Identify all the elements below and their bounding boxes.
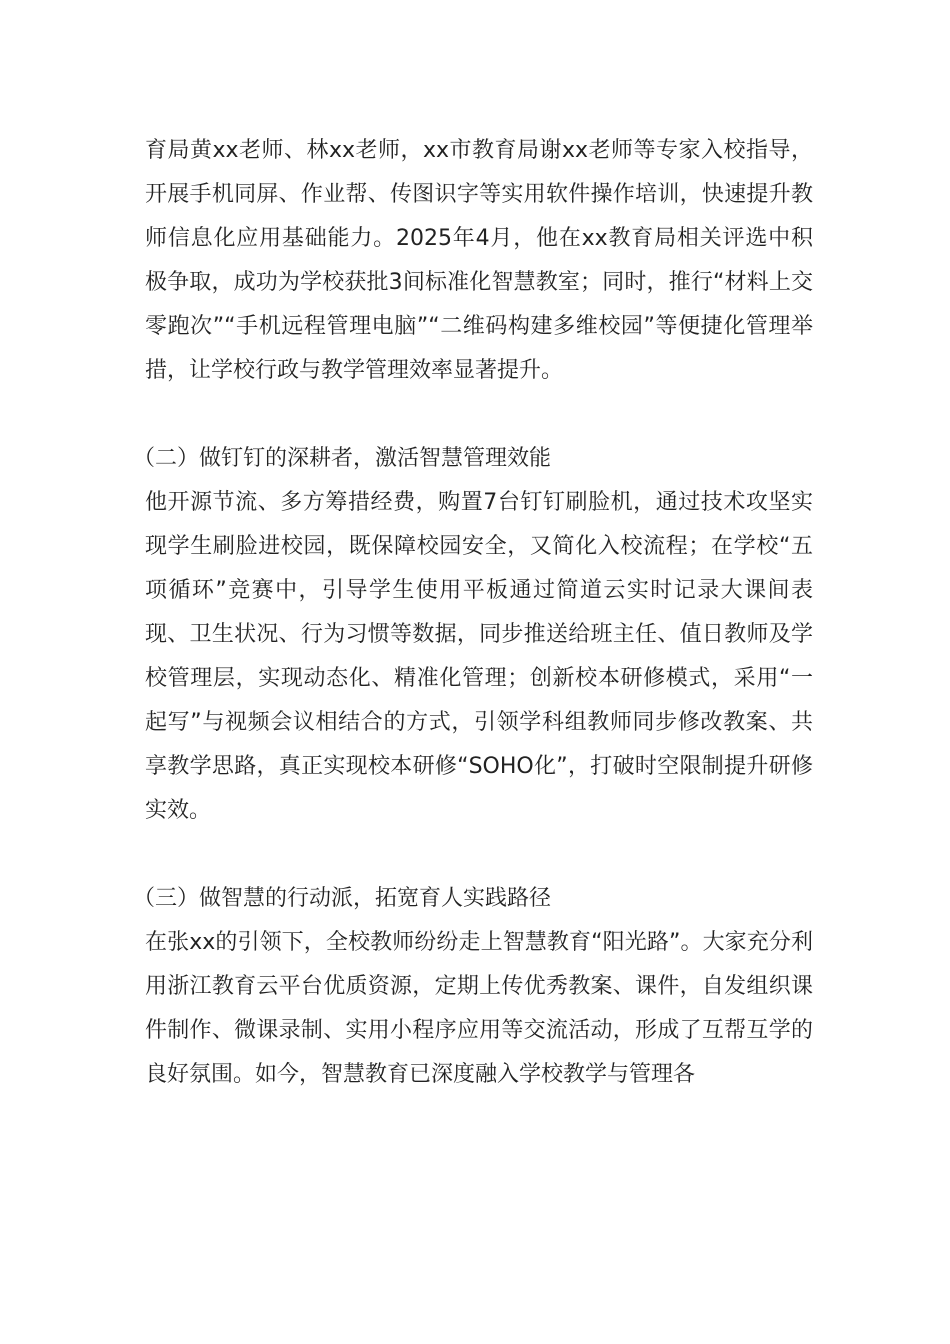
section-heading-3: （三）做智慧的行动派，拓宽育人实践路径 xyxy=(133,886,552,911)
paragraph-continuation: 育局黄xx老师、林xx老师，xx市教育局谢xx老师等专家入校指导，开展手机同屏、作业帮、传图识字等实用软件操作培训，快速提升教师信息化应用基础能力。2025年4月，他在xx教育局相关评选中积极争取，成功为学校获批3间标准化智慧教室；同时，推行“材料上交零跑次”“手机远程管理电脑”“二维码构建多维校园”等便捷化管理举措，让学校行政与教学管理效率显著提升。 xyxy=(145,138,813,383)
section-heading-2: （二）做钉钉的深耕者，激活智慧管理效能 xyxy=(133,446,552,471)
document-body xyxy=(133,129,813,1097)
paragraph-section-2: 他开源节流、多方筹措经费，购置7台钉钉刷脸机，通过技术攻坚实现学生刷脸进校园，既保障校园安全，又简化入校流程；在学校“五项循环”竞赛中，引导学生使用平板通过简道云实时记录大课间表现、卫生状况、行为习惯等数据，同步推送给班主任、值日教师及学校管理层，实现动态化、精准化管理；创新校本研修模式，采用“一起写”与视频会议相结合的方式，引领学科组教师同步修改教案、共享教学思路，真正实现校本研修“SOHO化”，打破时空限制提升研修实效。 xyxy=(145,490,813,823)
paragraph-section-3: 在张xx的引领下，全校教师纷纷走上智慧教育“阳光路”。大家充分利用浙江教育云平台优质资源，定期上传优秀教案、课件，自发组织课件制作、微课录制、实用小程序应用等交流活动，形成了互帮互学的良好氛围。如今，智慧教育已深度融入学校教学与管理各 xyxy=(145,930,813,1087)
